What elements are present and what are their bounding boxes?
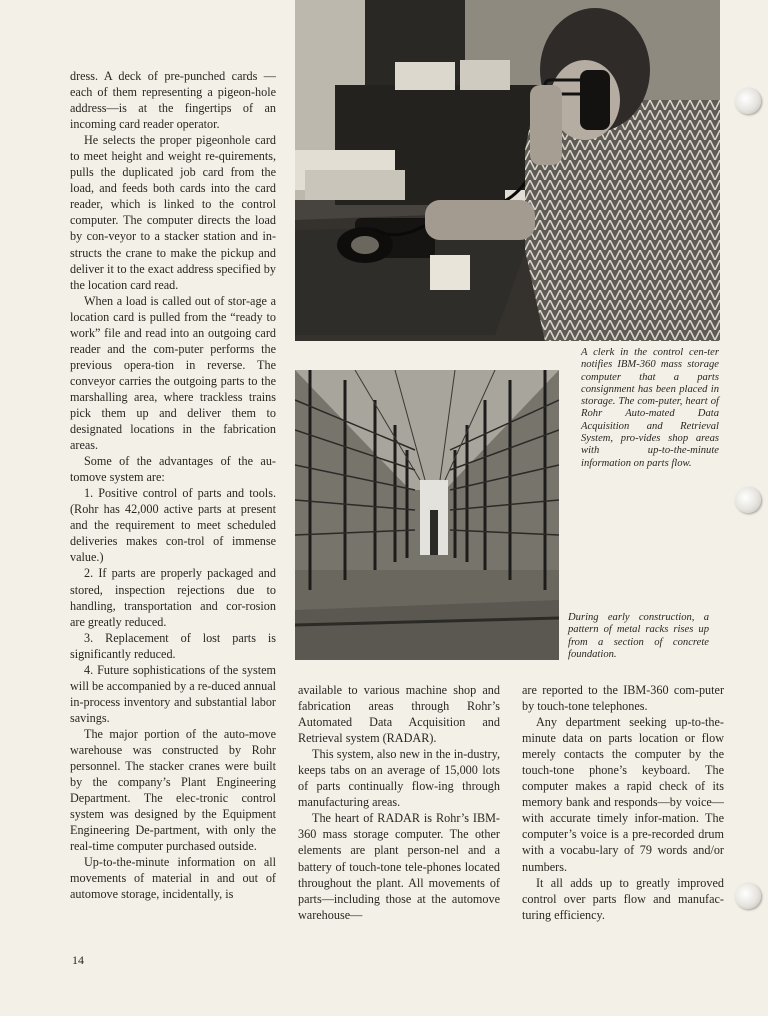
paragraph: It all adds up to greatly improved control over parts flow and manufac-turing efficiency. <box>522 875 724 922</box>
paragraph: are reported to the IBM-360 com-puter by touch-tone telephones. <box>522 683 724 714</box>
list-item: 2. If parts are properly packaged and stored, inspection rejections due to handling, transportation and cor-rosion are greatly reduced. <box>70 566 276 629</box>
paragraph: Up-to-the-minute information on all movements of material in and out of automove storage, incidentally, is <box>70 855 276 902</box>
text-column-2 <box>298 682 500 923</box>
photo-clerk-telephone <box>295 0 720 341</box>
paragraph: Some of the advantages of the au-tomove system are: <box>70 454 276 485</box>
paragraph: When a load is called out of stor-age a location card is pulled from the “ready to work” file and read into an outgoing card reader and the com-puter performs the previous opera-tion in reverse. The conveyor carries the outgoing parts to the marshalling area, where trackless trains pick them up and deliver them to designated locations in the fabrication areas. <box>70 293 276 453</box>
binder-hole <box>735 883 761 909</box>
paragraph: He selects the proper pigeonhole card to meet height and weight re-quirements, pulls the duplicated job card from the load, and feeds both cards into the card reader, which is linked to the control computer. The computer directs the load by con-veyor to a stacker station and in-structs the crane to make the pickup and deliver it to the exact address specified by the location card read. <box>70 133 276 292</box>
paragraph: The heart of RADAR is Rohr’s IBM-360 mass storage computer. The other elements are plant person-nel and a battery of touch-tone tele-phones located throughout the plant. All movements of parts—including those at the automove warehouse— <box>298 811 500 922</box>
list-item: 1. Positive control of parts and tools. (Rohr has 42,000 active parts at present and the requirement to meet scheduled deliveries makes con-trol of immense value.) <box>70 486 276 565</box>
list-item: 3. Replacement of lost parts is significantly reduced. <box>70 630 276 661</box>
paragraph: Any department seeking up-to-the-minute data on parts location or flow merely contacts the computer by the touch-tone phone’s keyboard. The computer makes a rapid check of its memory bank and responds—by voice—with accurate timely infor-mation. The computer’s voice is a pre-recorded drum with a vocabu-lary of 79 words and/or numbers. <box>522 715 724 874</box>
paragraph: This system, also new in the in-dustry, keeps tabs on an average of 15,000 lots of parts continually flow-ing through manufacturing areas. <box>298 747 500 810</box>
binder-hole <box>735 487 761 513</box>
paragraph: dress. A deck of pre-punched cards —each of them representing a pigeon-hole address—is at the fingertips of an incoming card reader operator. <box>70 69 276 132</box>
binder-hole <box>735 88 761 114</box>
paragraph: The major portion of the auto-move warehouse was constructed by Rohr personnel. The stacker cranes were built by the company’s Plant Engineering Department. The elec-tronic control system was designed by the Equipment Engineering De-partment, with only the real-time computer purchased outside. <box>70 726 276 854</box>
photo-metal-racks <box>295 370 559 660</box>
photo-caption-bottom: During early construction, a pattern of metal racks rises up from a section of concrete foundation. <box>568 612 709 660</box>
text-column-1 <box>70 68 276 902</box>
text-column-3 <box>522 682 724 923</box>
page-number: 14 <box>72 953 84 967</box>
list-item: 4. Future sophistications of the system will be accompanied by a re-duced annual in-process inventory and substantial labor savings. <box>70 662 276 725</box>
photo-caption-top: A clerk in the control cen-ter notifies IBM-360 mass storage computer that a parts consignment has been placed in storage. The com-puter, heart of Rohr Auto-mated Data Acquisition and Retrieval System, pro-vides shop areas with up-to-the-minute information on parts flow. <box>581 347 719 469</box>
paragraph: available to various machine shop and fabrication areas through Rohr’s Automated Data Acquisition and Retrieval system (RADAR). <box>298 683 500 746</box>
